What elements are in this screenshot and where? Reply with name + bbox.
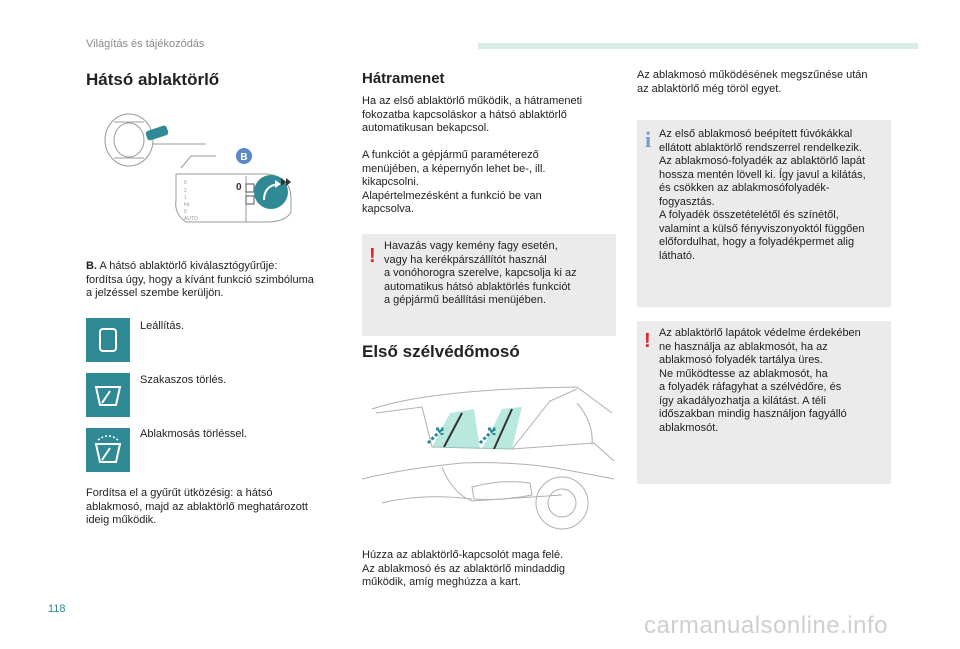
rear-wash-wipe-icon [86, 428, 130, 472]
info-icon: i [645, 127, 652, 152]
svg-text:0: 0 [236, 182, 242, 193]
info-box-washer [637, 120, 891, 307]
ring-label: B. [86, 260, 97, 272]
page-number: 118 [48, 603, 66, 615]
warning-icon: ! [369, 245, 376, 267]
lever-mark-5: AUTO [184, 216, 198, 222]
reverse-paragraph-1: Ha az első ablaktörlő működik, a hátrameneti fokozatba kapcsoláskor a hátsó ablaktörlő automatikusan bekapcsol. [362, 95, 583, 134]
page-title: Hátsó ablaktörlő [86, 70, 220, 89]
section-title: Világítás és tájékozódás [86, 38, 205, 50]
mode-intermittent-label: Szakaszos törlés. [140, 374, 227, 386]
rear-wiper-intermittent-icon [86, 373, 130, 417]
mode-off-label: Leállítás. [140, 320, 185, 332]
info-text-washer: Az első ablakmosó beépített fúvókákkal ellátott ablaktörlő rendszerrel rendelkezik. Az ablakmosó-folyadék az ablaktörlő lapát hossza mentén lövell ki. Így javul a kilátás, és csökken az ablakmosófolyadék- fogyasztás. A folyadék összetételétől és színétől, valamint a külső fényviszonyoktól függően előfordulhat, hogy a folyadékpermet alig látható. [659, 128, 866, 262]
header-accent-bar [478, 43, 918, 49]
rear-wiper-off-icon [86, 318, 130, 362]
section-heading-reverse: Hátramenet [362, 70, 445, 87]
reverse-paragraph-2: A funkciót a gépjármű paraméterező menüjében, a képernyőn lehet be-, ill. kikapcsolni. Alapértelmezésként a funkció be van kapcsolva. [362, 149, 546, 215]
lever-mark-4: 0 [184, 209, 187, 215]
callout-b-label: B [240, 152, 248, 163]
warning-text-washer: Az ablaktörlő lapátok védelme érdekében ne használja az ablakmosót, ha az ablakmosó folyadék tartálya üres. Ne működtesse az ablakmosót, ha a folyadék ráfagyhat a szélvédőre, és így akadályozhatja a kilátást. A téli időszakban mindig használjon fagyálló ablakmosót. [659, 327, 861, 434]
front-washer-instruction: Húzza az ablaktörlő-kapcsolót maga felé. Az ablakmosó és az ablaktörlő mindaddig működik, amíg meghúzza a kart. [362, 549, 566, 588]
lever-mark-2: 1 [184, 195, 187, 201]
ring-text: A hátsó ablaktörlő kiválasztógyűrűje: fordítsa úgy, hogy a kívánt funkció szimbóluma a jelzéssel szembe kerüljön. [86, 260, 314, 299]
washer-stop-paragraph: Az ablakmosó működésének megszűnése után az ablaktörlő még töröl egyet. [637, 69, 868, 95]
wiper-stalk-illustration [86, 104, 336, 244]
warning-box-reverse [362, 234, 616, 336]
warning-box-washer [637, 321, 891, 484]
wiper-stalk-drawing [86, 104, 336, 244]
ring-instruction: Fordítsa el a gyűrűt ütközésig: a hátsó ablakmosó, majd az ablaktörlő meghatározott ideig működik. [86, 487, 308, 526]
warning-text-reverse: Havazás vagy kemény fagy esetén, vagy ha kerékpárszállítót használ a vonóhorogra szerelve, kapcsolja ki az automatikus hátsó ablaktörlés funkciót a gépjármű beállítási menüjében. [384, 240, 577, 306]
ring-description [86, 260, 346, 301]
windscreen-washer-illustration [362, 383, 616, 539]
warning-icon: ! [644, 330, 651, 352]
lever-mark-1: 2 [184, 188, 187, 194]
watermark: carmanualsonline.info [644, 612, 888, 639]
lever-mark-3: Int [184, 202, 190, 208]
stalk-highlight [145, 125, 169, 141]
mode-wash-label: Ablakmosás törléssel. [140, 428, 247, 440]
lever-mark-0: 0 [184, 180, 187, 186]
section-heading-front-washer: Első szélvédőmosó [362, 342, 520, 361]
